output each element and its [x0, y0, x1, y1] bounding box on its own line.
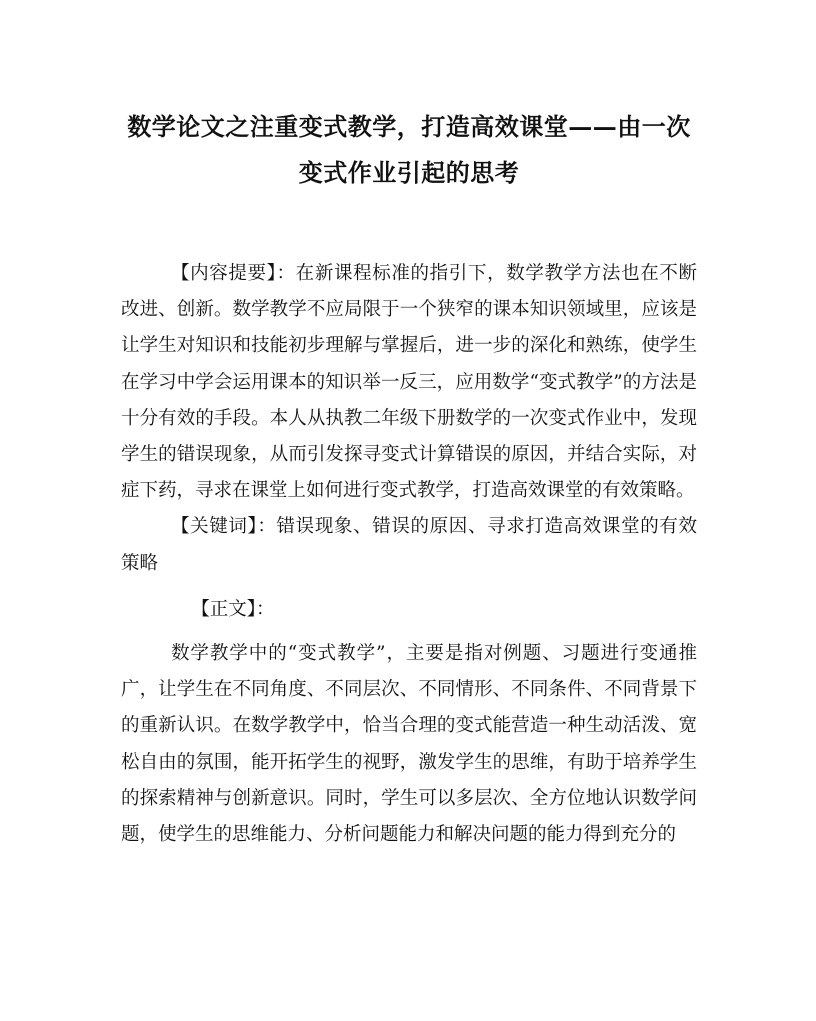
body-paragraph: 数学教学中的“变式教学”，主要是指对例题、习题进行变通推广，让学生在不同角度、不同层次、不同情形、不同条件、不同背景下的重新认识。在数学教学中，恰当合理的变式能营造一种生动活泼、宽松自由的氛围，能开拓学生的视野，激发学生的思维，有助于培养学生的探索精神与创新意识。同时，学生可以多层次、全方位地认识数学问题，使学生的思维能力、分析问题能力和解决问题的能力得到充分的	[121, 643, 697, 846]
keywords-paragraph: 【关键词】：错误现象、错误的原因、寻求打造高效课堂的有效策略	[121, 516, 697, 574]
abstract-paragraph: 【内容提要】：在新课程标准的指引下，数学教学方法也在不断改进、创新。数学教学不应局限于一个狭窄的课本知识领域里，应该是让学生对知识和技能初步理解与掌握后，进一步的深化和熟练，使学生在学习中学会运用课本的知识举一反三，应用数学“变式教学”的方法是十分有效的手段。本人从执教二年级下册数学的一次变式作业中，发现学生的错误现象，从而引发探寻变式计算错误的原因，并结合实际，对症下药，寻求在课堂上如何进行变式教学，打造高效课堂的有效策略。	[121, 263, 697, 502]
document-content	[121, 256, 697, 853]
document-title: 数学论文之注重变式教学，打造高效课堂——由一次变式作业引起的思考	[127, 112, 691, 187]
body-heading: 【正文】：	[191, 598, 275, 620]
